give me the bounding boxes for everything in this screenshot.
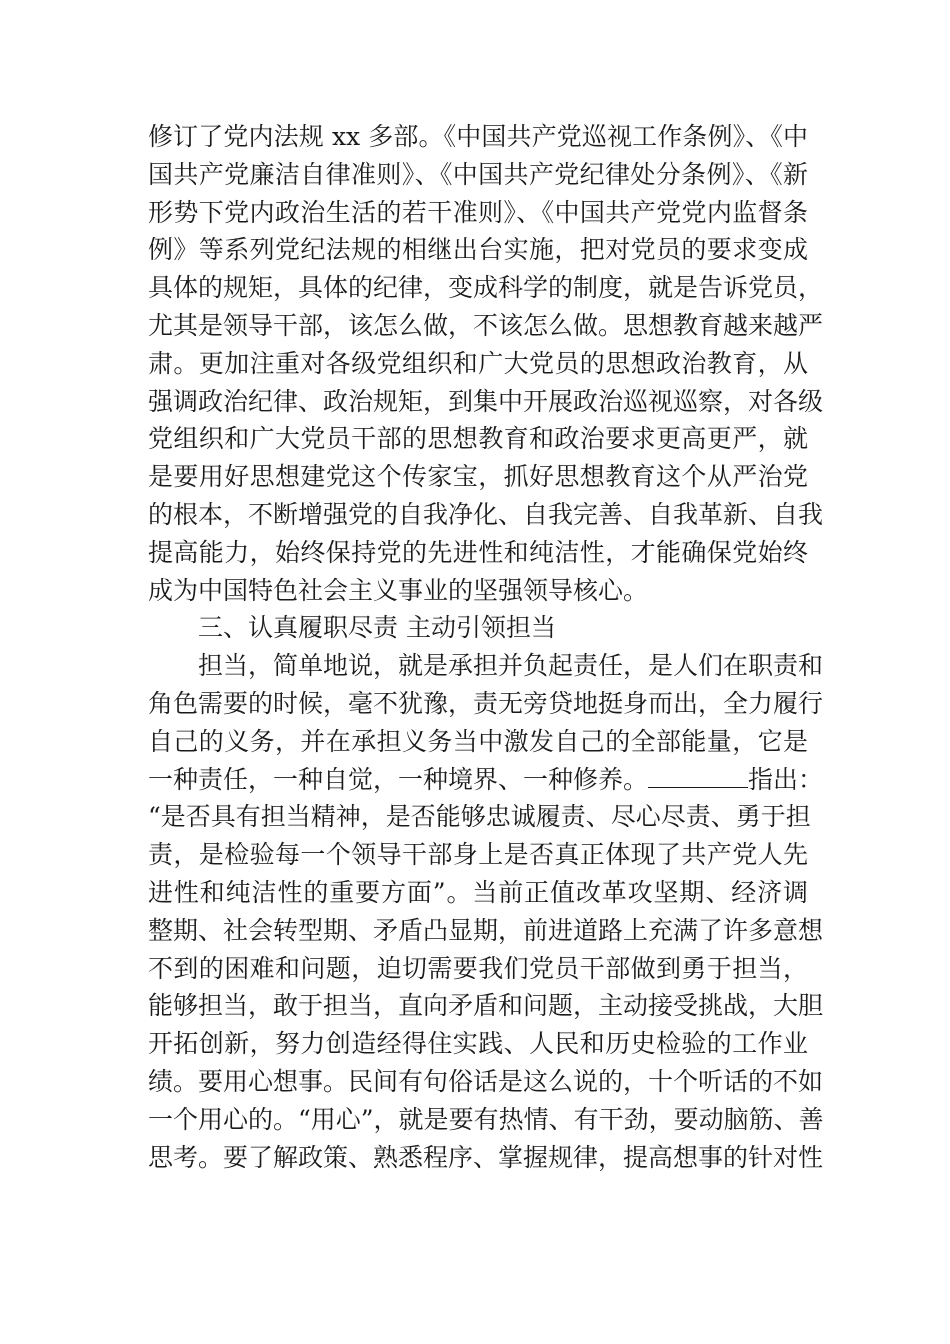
- text-line: 是要用好思想建党这个传家宝，抓好思想教育这个从严治党: [148, 462, 808, 492]
- text-line: 角色需要的时候，毫不犹豫，责无旁贷地挺身而出，全力履行: [148, 688, 824, 718]
- text-line: 不到的困难和问题，迫切需要我们党员干部做到勇于担当，: [148, 953, 808, 983]
- paragraph-2: [148, 647, 824, 1176]
- text-line: 国共产党廉洁自律准则》、《中国共产党纪律处分条例》、《新: [148, 159, 808, 189]
- text-line: 进性和纯洁性的重要方面”。当前正值改革攻坚期、经济调: [148, 877, 808, 907]
- text-line: 担当，简单地说，就是承担并负起责任，是人们在职责和: [198, 651, 824, 681]
- text-line-with-blank: [148, 761, 824, 799]
- text-segment: 一种责任，一种自觉，一种境界、一种修养。: [148, 764, 649, 794]
- text-line: 尤其是领导干部，该怎么做，不该怎么做。思想教育越来越严: [148, 310, 824, 340]
- text-segment: 指出：: [748, 764, 824, 794]
- text-line: 肃。更加注重对各级党组织和广大党员的思想政治教育，从: [148, 348, 808, 378]
- text-line: 思考。要了解政策、熟悉程序、掌握规律，提高想事的针对性: [148, 1142, 824, 1172]
- fill-in-blank: [648, 765, 748, 788]
- text-line: 提高能力，始终保持党的先进性和纯洁性，才能确保党始终: [148, 537, 808, 567]
- text-line: 形势下党内政治生活的若干准则》、《中国共产党党内监督条: [148, 197, 808, 227]
- text-line: 开拓创新，努力创造经得住实践、人民和历史检验的工作业: [148, 1029, 808, 1059]
- text-line: 整期、社会转型期、矛盾凸显期，前进道路上充满了许多意想: [148, 915, 824, 945]
- text-line: 强调政治纪律、政治规矩，到集中开展政治巡视巡察，对各级: [148, 386, 824, 416]
- text-line: “是否具有担当精神，是否能够忠诚履责、尽心尽责、勇于担: [148, 802, 811, 832]
- text-line: 责，是检验每一个领导干部身上是否真正体现了共产党人先: [148, 840, 808, 870]
- text-line: 具体的规矩，具体的纪律，变成科学的制度，就是告诉党员，: [148, 273, 824, 303]
- text-line: 绩。要用心想事。民间有句俗话是这么说的，十个听话的不如: [148, 1066, 824, 1096]
- text-line: 能够担当，敢于担当，直向矛盾和问题，主动接受挑战，大胆: [148, 991, 824, 1021]
- text-line: 自己的义务，并在承担义务当中激发自己的全部能量，它是: [148, 726, 808, 756]
- text-line: 一个用心的。“用心”，就是要有热情、有干劲，要动脑筋、善: [148, 1104, 824, 1134]
- text-line: 修订了党内法规 xx 多部。《中国共产党巡视工作条例》、《中: [148, 122, 808, 151]
- section-heading: 三、认真履职尽责 主动引领担当: [198, 613, 556, 643]
- document-body: [148, 118, 824, 1176]
- text-line: 的根本，不断增强党的自我净化、自我完善、自我革新、自我: [148, 499, 824, 529]
- paragraph-1: [148, 118, 824, 609]
- text-line: 成为中国特色社会主义事业的坚强领导核心。: [148, 575, 649, 605]
- text-line: 党组织和广大党员干部的思想教育和政治要求更高更严，就: [148, 424, 808, 454]
- text-line: 例》等系列党纪法规的相继出台实施，把对党员的要求变成: [148, 235, 808, 265]
